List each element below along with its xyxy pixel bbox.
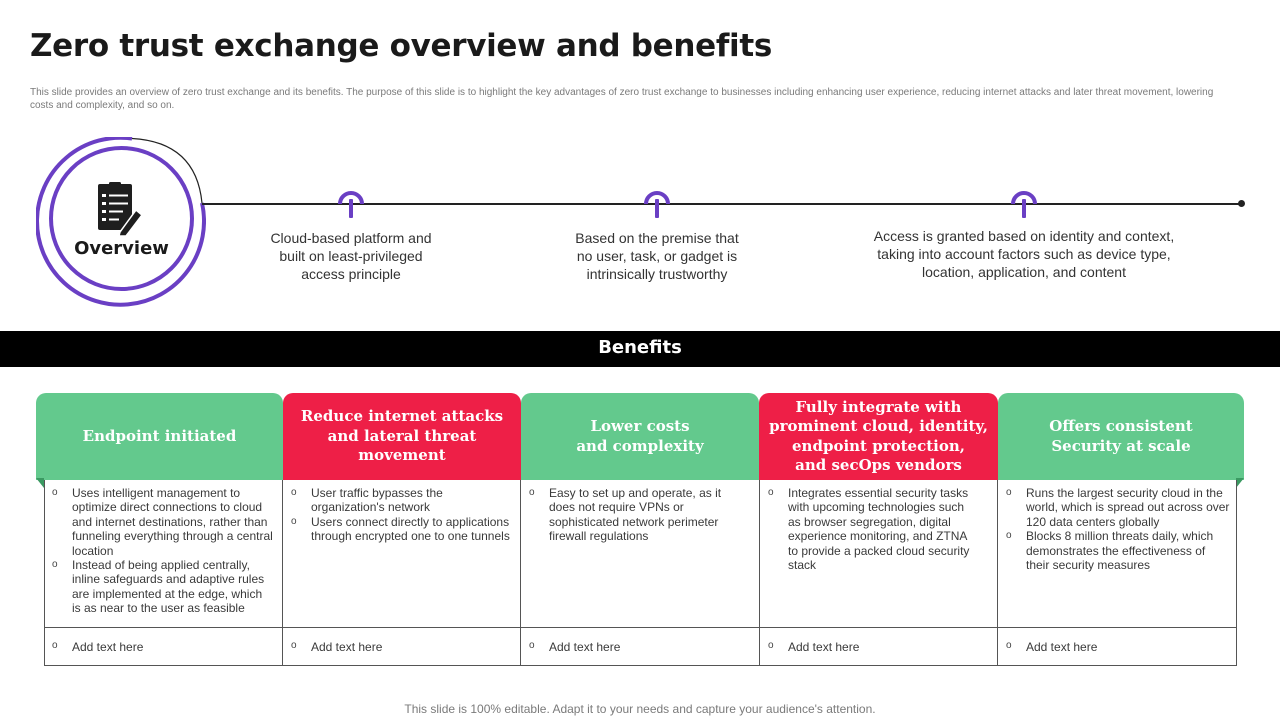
add-text-placeholder: o Add text here [1006,640,1097,654]
benefit-list-3 [529,486,729,544]
benefit-list-2 [291,486,516,544]
benefit-list-4 [768,486,978,572]
add-text-placeholder: o Add text here [529,640,620,654]
overview-point-1: Cloud-based platform and built on least-privileged access principle [270,230,432,282]
overview-point-3: Access is granted based on identity and context, taking into account factors such as device type, location, application, and content [873,228,1175,280]
list-item: o Integrates essential security tasks with upcoming technologies such as browser segregation, digital experience monitoring, and ZTNA to provide a packed cloud security stack [768,486,978,572]
column-divider [520,480,521,666]
benefit-header-2: Reduce internet attacks and lateral threat movement [283,393,521,480]
list-item: o Uses intelligent management to optimize direct connections to cloud and internet destinations, rather than funneling everything through a central location [52,486,274,558]
timeline-end-dot [1238,200,1245,207]
header-fold-left [36,478,44,488]
benefit-header-5: Offers consistent Security at scale [998,393,1244,480]
add-text-placeholder: o Add text here [52,640,143,654]
overview-label: Overview [74,238,169,259]
benefits-label: Benefits [598,337,682,358]
overview-point-2: Based on the premise that no user, task, or gadget is intrinsically trustworthy [575,230,739,282]
row-divider [44,627,1237,628]
list-item: o Easy to set up and operate, as it does not require VPNs or sophisticated network perimeter firewall regulations [529,486,729,544]
list-item: o Users connect directly to applications through encrypted one to one tunnels [291,515,516,544]
benefit-header-4: Fully integrate with prominent cloud, identity, endpoint protection, and secOps vendors [759,393,998,480]
page-title: Zero trust exchange overview and benefits [30,28,773,64]
timeline-pin-icon [643,190,671,220]
benefit-header-1: Endpoint initiated [36,393,283,480]
timeline-pin-icon [1010,190,1038,220]
footer-note: This slide is 100% editable. Adapt it to your needs and capture your audience's attention. [404,702,876,716]
checklist-document-icon [96,182,144,236]
page-subtitle: This slide provides an overview of zero trust exchange and its benefits. The purpose of this slide is to highlight the key advantages of zero trust exchange to businesses including enhancing user experience, reducing internet attacks and later threat movement, lowering costs and complexity, and so on. [30,87,1214,111]
list-item: o Instead of being applied centrally, inline safeguards and adaptive rules are implemented at the edge, which is as near to the user as feasible [52,558,274,616]
list-item: o Blocks 8 million threats daily, which demonstrates the effectiveness of their security measures [1006,529,1230,572]
column-divider [997,480,998,666]
column-divider [759,480,760,666]
column-divider [282,480,283,666]
list-item: o Runs the largest security cloud in the world, which is spread out across over 120 data centers globally [1006,486,1230,529]
add-text-placeholder: o Add text here [768,640,859,654]
list-item: o User traffic bypasses the organization's network [291,486,516,515]
timeline-pin-icon [337,190,365,220]
add-text-placeholder: o Add text here [291,640,382,654]
benefit-list-1 [52,486,274,616]
benefit-header-3: Lower costs and complexity [521,393,759,480]
benefit-list-5 [1006,486,1230,572]
